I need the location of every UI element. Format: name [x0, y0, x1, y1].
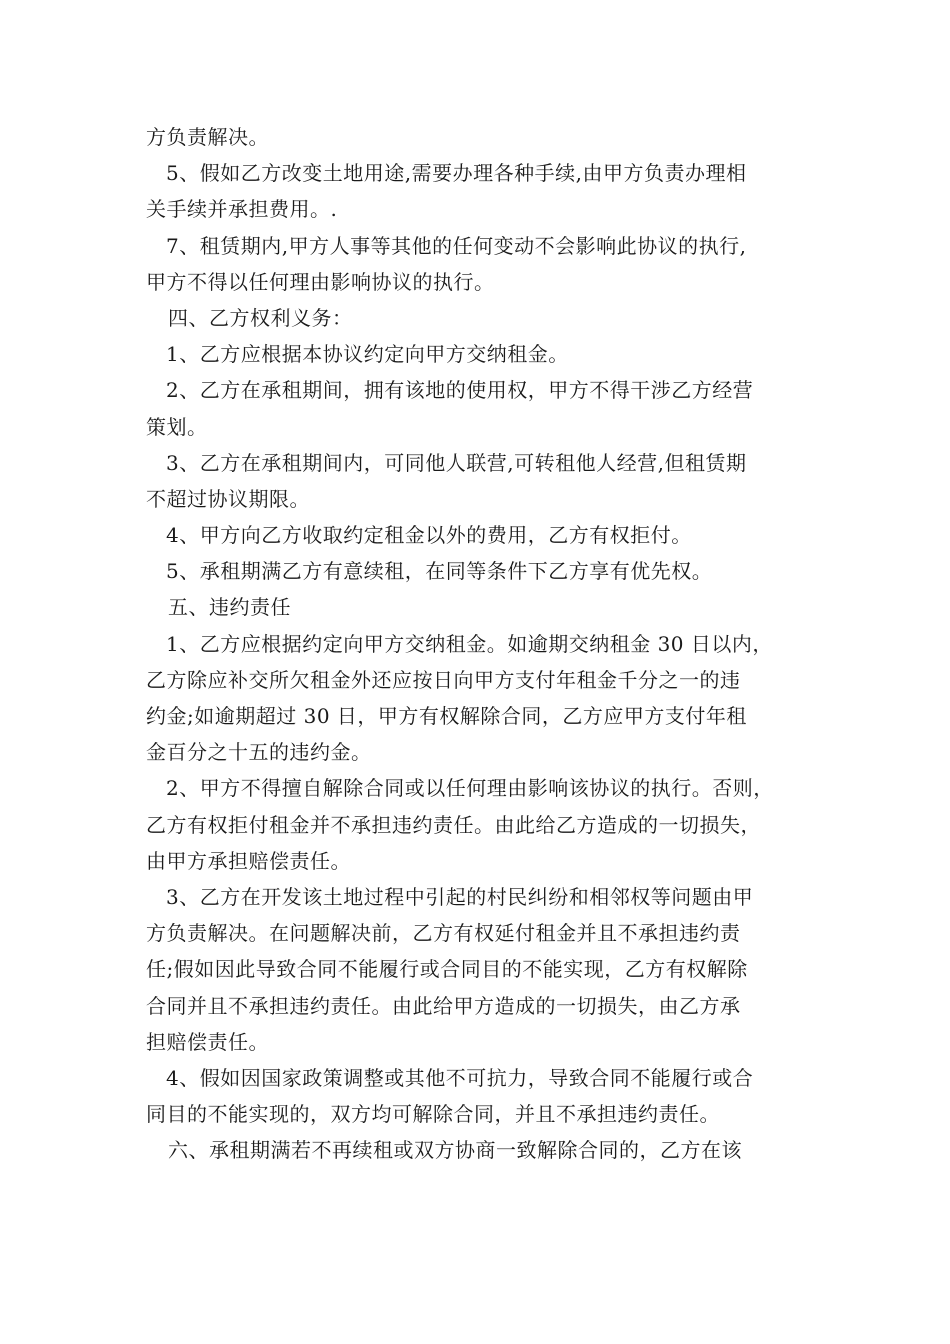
- text-line: 3、乙方在承租期间内，可同他人联营,可转租他人经营,但租赁期: [166, 450, 747, 475]
- text-line: 合同并且不承担违约责任。由此给甲方造成的一切损失，由乙方承: [146, 993, 741, 1018]
- text-line: 由甲方承担赔偿责任。: [146, 848, 351, 873]
- text-line: 乙方有权拒付租金并不承担违约责任。由此给乙方造成的一切损失，: [146, 812, 761, 837]
- text-line: 金百分之十五的违约金。: [146, 740, 372, 765]
- text-line: 5、承租期满乙方有意续租，在同等条件下乙方享有优先权。: [166, 559, 713, 584]
- text-line: 3、乙方在开发该土地过程中引起的村民纠纷和相邻权等问题由甲: [166, 884, 754, 909]
- text-line: 方负责解决。: [146, 125, 269, 149]
- document-body: [146, 119, 806, 1168]
- text-line: 1、乙方应根据本协议约定向甲方交纳租金。: [166, 342, 569, 367]
- text-line: 4、假如因国家政策调整或其他不可抗力，导致合同不能履行或合: [166, 1065, 754, 1090]
- text-line: 任;假如因此导致合同不能履行或合同目的不能实现，乙方有权解除: [146, 957, 748, 982]
- text-line: 同目的不能实现的，双方均可解除合同，并且不承担违约责任。: [146, 1102, 720, 1127]
- text-line: 1、乙方应根据约定向甲方交纳租金。如逾期交纳租金 30 日以内，: [166, 631, 773, 656]
- text-line: 关手续并承担费用。.: [146, 197, 338, 222]
- text-line: 担赔偿责任。: [146, 1029, 269, 1054]
- text-line: 约金;如逾期超过 30 日，甲方有权解除合同，乙方应甲方支付年租: [146, 704, 747, 728]
- text-line: 方负责解决。在问题解决前，乙方有权延付租金并且不承担违约责: [146, 921, 741, 946]
- text-line: 不超过协议期限。: [146, 486, 310, 511]
- text-line: 4、甲方向乙方收取约定租金以外的费用，乙方有权拒付。: [166, 523, 692, 548]
- text-line: 策划。: [146, 414, 208, 439]
- section-heading: 五、违约责任: [168, 595, 291, 620]
- text-line: 7、租赁期内,甲方人事等其他的任何变动不会影响此协议的执行,: [166, 233, 747, 258]
- text-line: 甲方不得以任何理由影响协议的执行。: [146, 269, 495, 294]
- section-heading: 六、承租期满若不再续租或双方协商一致解除合同的，乙方在该: [168, 1138, 742, 1163]
- text-line: 2、乙方在承租期间，拥有该地的使用权，甲方不得干涉乙方经营: [166, 378, 754, 403]
- text-line: 2、甲方不得擅自解除合同或以任何理由影响该协议的执行。否则，: [166, 776, 774, 801]
- section-heading: 四、乙方权利义务：: [168, 305, 353, 330]
- text-line: 5、假如乙方改变土地用途,需要办理各种手续,由甲方负责办理相: [166, 161, 747, 186]
- text-line: 乙方除应补交所欠租金外还应按日向甲方支付年租金千分之一的违: [146, 667, 741, 692]
